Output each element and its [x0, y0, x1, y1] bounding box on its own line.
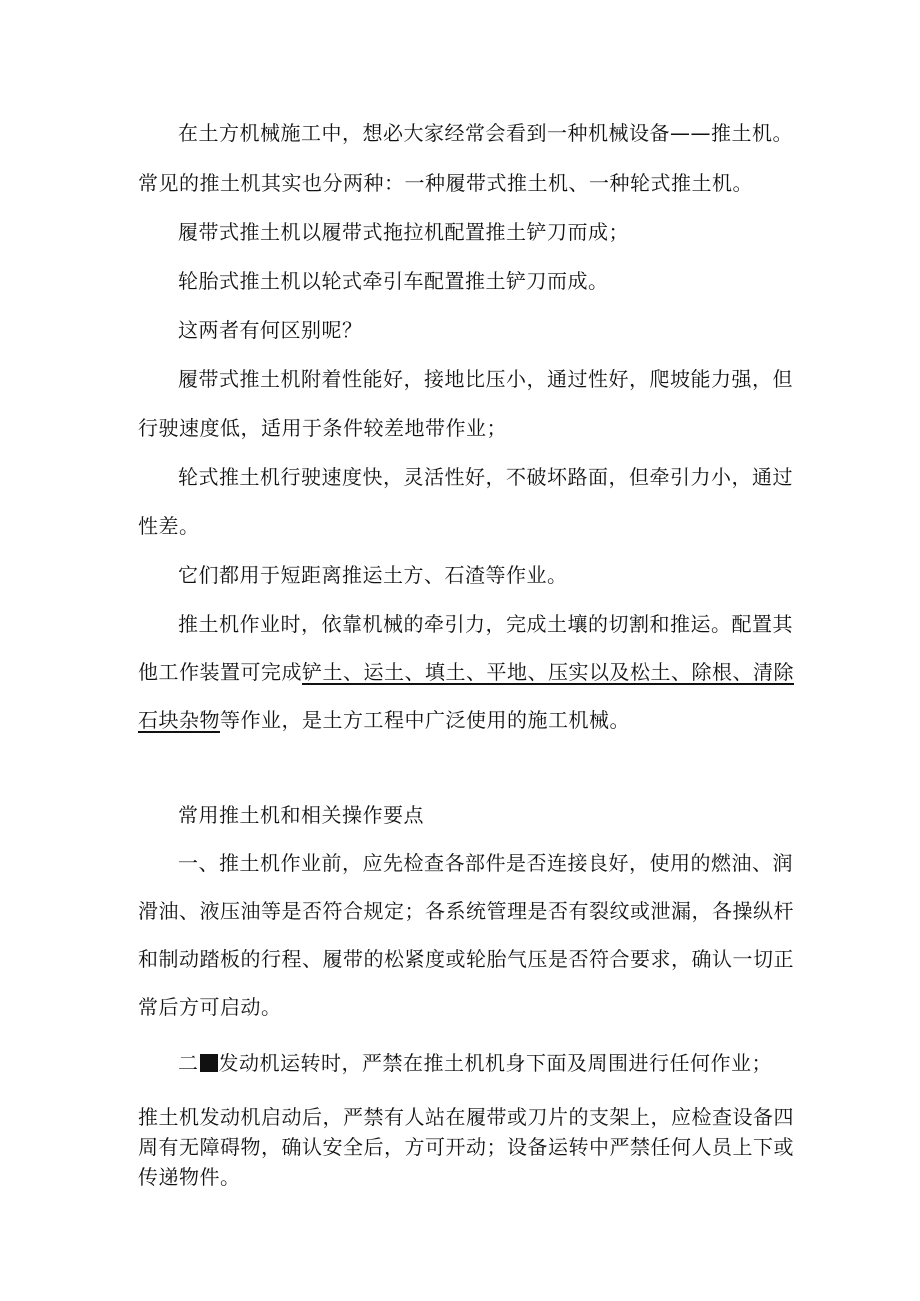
- line-text: 他工作装置可完成: [138, 660, 302, 684]
- paragraph-line: 履带式推土机以履带式拖拉机配置推土铲刀而成；: [178, 220, 629, 244]
- line-text: 二: [178, 1051, 199, 1075]
- paragraph-line: 轮式推土机行驶速度快，灵活性好，不破坏路面，但牵引力小，通过: [178, 465, 793, 489]
- paragraph-line: 推土机发动机启动后，严禁有人站在履带或刀片的支架上，应检查设备四: [138, 1105, 794, 1129]
- paragraph-line: 这两者有何区别呢？: [178, 318, 363, 342]
- paragraph-line: [138, 657, 794, 687]
- paragraph-line: 和制动踏板的行程、履带的松紧度或轮胎气压是否符合要求，确认一切正: [138, 947, 794, 971]
- paragraph-line: [178, 1048, 772, 1078]
- paragraph-line: 轮胎式推土机以轮式牵引车配置推土铲刀而成。: [178, 269, 609, 293]
- paragraph-line: [138, 705, 630, 735]
- paragraph-line: 常后方可启动。: [138, 995, 282, 1019]
- paragraph-line: 在土方机械施工中，想必大家经常会看到一种机械设备——推土机。: [178, 121, 793, 145]
- paragraph-line: 行驶速度低，适用于条件较差地带作业；: [138, 416, 507, 440]
- paragraph-line: 履带式推土机附着性能好，接地比压小，通过性好，爬坡能力强，但: [178, 367, 793, 391]
- paragraph-line: 一、推土机作业前，应先检查各部件是否连接良好，使用的燃油、润: [178, 851, 793, 875]
- paragraph-line: 传递物件。: [138, 1165, 241, 1189]
- paragraph-line: 常见的推土机其实也分两种：一种履带式推土机、一种轮式推土机。: [138, 171, 753, 195]
- paragraph-line: 它们都用于短距离推运土方、石渣等作业。: [178, 563, 568, 587]
- black-square-icon: [200, 1054, 218, 1072]
- line-text: 等作业，是土方工程中广泛使用的施工机械。: [220, 708, 630, 732]
- paragraph-line: 性差。: [138, 514, 200, 538]
- line-text: 发动机运转时，严禁在推土机机身下面及周围进行任何作业；: [218, 1051, 772, 1075]
- paragraph-line: 滑油、液压油等是否符合规定；各系统管理是否有裂纹或泄漏，各操纵杆: [138, 899, 794, 923]
- section-title: 常用推土机和相关操作要点: [178, 803, 424, 827]
- paragraph-line: 周有无障碍物，确认安全后，方可开动；设备运转中严禁任何人员上下或: [138, 1135, 794, 1159]
- paragraph-line: 推土机作业时，依靠机械的牵引力，完成土壤的切割和推运。配置其: [178, 612, 793, 636]
- underlined-text: 石块杂物: [138, 708, 220, 732]
- underlined-text: 铲土、运土、填土、平地、压实以及松土、除根、清除: [302, 660, 794, 684]
